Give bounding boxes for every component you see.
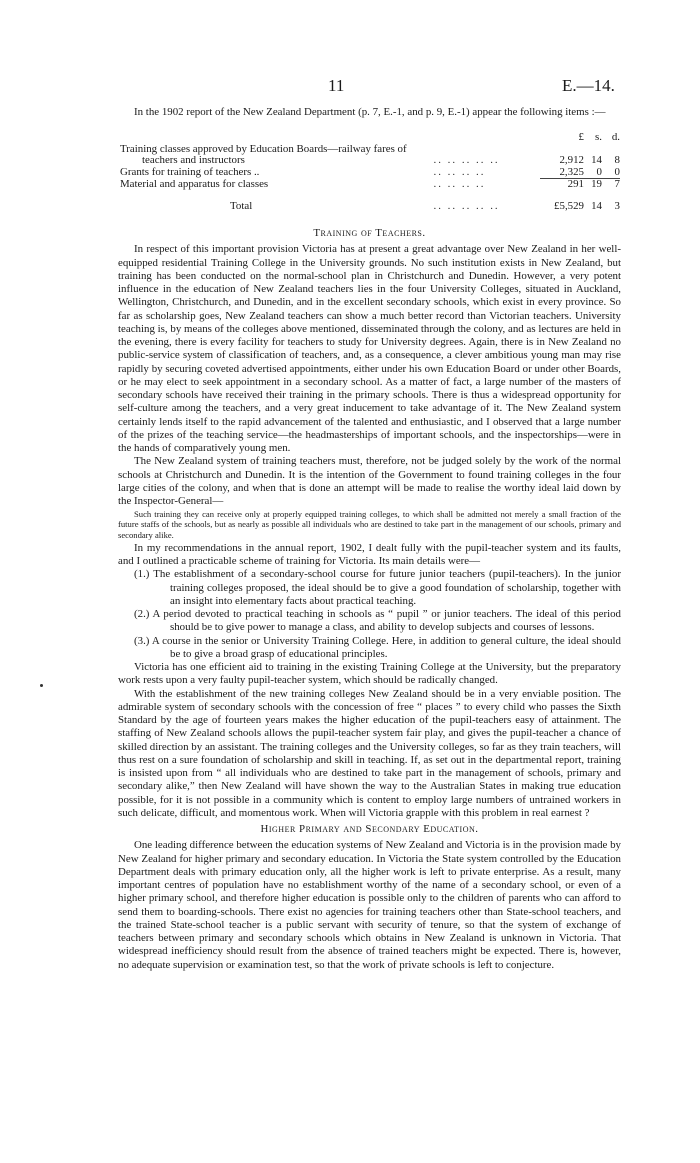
- total-label: Total: [230, 199, 253, 212]
- grants-unit-header-row: [120, 132, 620, 144]
- unit-shillings: s.: [595, 131, 602, 143]
- leader-dots: .. .. .. .. ..: [433, 199, 500, 212]
- total-row: [120, 191, 620, 213]
- leader-dots: .. .. .. ..: [433, 178, 486, 191]
- paragraph: In my recommendations in the annual report, 1902, I dealt fully with the pupil-teacher system and its faults, and I outlined a practicable scheme of training for Victoria. Its main details were—: [118, 541, 621, 568]
- grant-item-1-line1: Training classes approved by Education Boards—railway fares of: [120, 142, 407, 155]
- grant-item-1-pence: 8: [614, 154, 620, 167]
- block-quote: Such training they can receive only at properly equipped training colleges, to which shall be admitted not merely a small fraction of the future staffs of the schools, but as nearly as possible all individuals who are destined to take part in the management of our schools, primary and secondary alike.: [118, 509, 621, 540]
- unit-pounds: £: [578, 131, 584, 143]
- total-pounds: £5,529: [554, 199, 584, 212]
- grants-table: [120, 132, 620, 213]
- grant-item-1-pounds: 2,912: [559, 154, 584, 167]
- intro-text: In the 1902 report of the New Zealand Department (p. 7, E.-1, and p. 9, E.-1) appear the following items :—: [134, 106, 606, 118]
- grant-item-2-pence: 0: [614, 165, 620, 178]
- paragraph: Victoria has one efficient aid to training in the existing Training College at the University, but the preparatory work rests upon a very faulty pupil-teacher system, which should be radically changed.: [118, 661, 621, 687]
- section-training-of-teachers: [118, 225, 621, 972]
- paragraph: In respect of this important provision Victoria has at present a great advantage over New Zealand in her well-equipped residential Training College in the University grounds. No such institution exists in New Zealand, but training has been conducted on the normal-school plan in Christchurch and Dunedin. However, a very potent influence in the education of New Zealand teachers lies in the four University Colleges, situated in Auckland, Wellington, Christchurch, and Dunedin, and in the excellent secondary schools, which exist in every province. So far as scholarship goes, New Zealand teachers can show a much better record than Victorian teachers. University teaching is, by means of the colleges above mentioned, disseminated through the colony, and as lectures are held in the evening, there is every facility for teachers to study for University degrees. Again, there is in New Zealand no public-service system of classification of teachers, and, as a consequence, a clever ambitious young man may rise rapidly by securing coveted advertised appointments, either under his own Education Board or under other Boards, or he may elect to seek appointment in a secondary school. As a matter of fact, a large number of the masters of secondary schools have received their training in the primary schools. There is thus a widespread opportunity for self-culture among the teachers, and a very great inducement to take advantage of it. The New Zealand system certainly lends itself to the rapid advancement of the talented and enthusiastic, and I observed that a large number of the prizes of the teaching service—the headmasterships of important schools, and the inspectorships—were in the hands of comparatively young men.: [118, 243, 621, 454]
- leader-dots: .. .. .. ..: [433, 166, 486, 179]
- list-item: (3.) A course in the senior or University Training College. Here, in addition to general culture, the ideal should be to give a broad grasp of educational principles.: [134, 634, 621, 660]
- total-shillings: 14: [591, 199, 602, 212]
- grant-item-2-pounds: 2,325: [559, 165, 584, 178]
- grant-item-3-pounds: 291: [567, 178, 584, 191]
- list-item: (1.) The establishment of a secondary-school course for future junior teachers (pupil-teachers). In the junior training colleges proposed, the ideal should be to give a good foundation of scholarship, together with an insight into elementary facts about practical teaching.: [134, 568, 621, 607]
- grant-item-1-shillings: 14: [591, 154, 602, 167]
- list-item: (2.) A period devoted to practical teaching in schools as “ pupil ” or junior teachers. The ideal of this period should be to give power to manage a class, and ability to develop subjects and courses of lessons.: [134, 608, 621, 634]
- margin-mark: [40, 684, 43, 687]
- grant-item-3-pence: 7: [614, 178, 620, 191]
- grant-item-1-line2: teachers and instructors: [142, 154, 245, 167]
- grant-item-2-shillings: 0: [596, 165, 602, 178]
- table-row: [120, 155, 620, 167]
- paragraph: With the establishment of the new training colleges New Zealand should be in a very enviable position. The admirable system of secondary schools with the concession of free “ places ” to every child who passes the Sixth Standard by the age of fourteen years makes the higher education of the pupil-teachers easy of attainment. The staffing of New Zealand schools allows the pupil-teacher system fair play, and gives the pupil-teacher a chance of skilled direction by an assistant. The training colleges and the University colleges, so far as they train teachers, will thus rest on a sure foundation of scholarship and skill in teaching. If, as set out in the departmental report, training is insisted upon from “ all individuals who are destined to take part in the management of schools, primary and secondary alike,” then New Zealand will have shown the way to the Australian States in making true education possible, for it is not possible in a community which is content to employ large numbers of untrained workers in such delicate, difficult, and momentous work. When will Victoria grapple with this problem in real earnest ?: [118, 687, 621, 819]
- grant-item-3: Material and apparatus for classes: [120, 178, 269, 191]
- table-row: [120, 179, 620, 191]
- leader-dots: .. .. .. .. ..: [433, 154, 500, 167]
- paragraph: The New Zealand system of training teachers must, therefore, not be judged solely by the work of the normal schools at Christchurch and Dunedin. It is the intention of the Government to found training colleges in the four large cities of the colony, and when that is done an attempt will be made to realise the worthy ideal laid down by the Inspector-General—: [118, 455, 621, 507]
- unit-pence: d.: [611, 131, 620, 143]
- section-heading: Training of Teachers.: [313, 227, 426, 239]
- grant-item-2: Grants for training of teachers ..: [120, 166, 260, 179]
- intro-paragraph: [118, 106, 621, 119]
- section-heading: Higher Primary and Secondary Education.: [260, 823, 479, 836]
- table-row: [120, 167, 620, 179]
- paragraph: One leading difference between the education systems of New Zealand and Victoria is in the provision made by New Zealand for higher primary and secondary education. In Victoria the State system controlled by the Education Department deals with primary education only, all the higher work is left to private enterprise. As a result, many important centres of population have no establishment worthy of the name of a secondary school, or even of a higher primary school, and therefore higher education is possible only to the children of parents who can afford to send them to boarding-schools. There exist no agencies for training teachers other than State-school teachers, and the trained State-school teacher is a public servant with security of tenure, so that the system of exchange of teachers between primary and secondary schools which obtains in New Zealand is unknown in Victoria. That widespread inefficiency should result from the absence of trained teachers might be expected. There is, however, no adequate supervision or examination test, so that the work of private schools is left to conjecture.: [118, 839, 621, 971]
- page-number: 11: [328, 76, 345, 95]
- document-reference: E.—14.: [562, 76, 615, 95]
- grant-item-3-shillings: 19: [591, 178, 602, 191]
- total-pence: 3: [614, 199, 620, 212]
